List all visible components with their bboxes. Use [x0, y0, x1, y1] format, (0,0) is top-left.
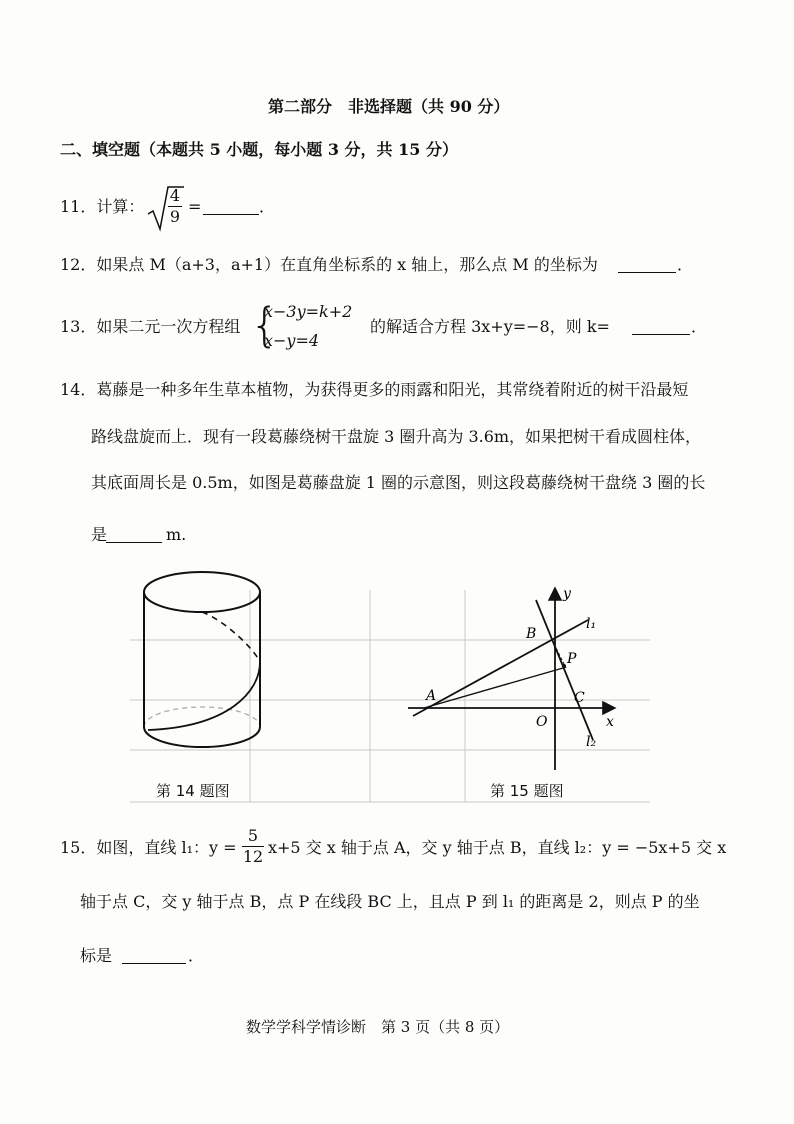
label-O: O: [536, 714, 548, 730]
q11-tail: ．: [259, 197, 276, 216]
vine-front: [148, 662, 260, 730]
q14-unit: m.: [166, 525, 187, 544]
q11-answer-blank[interactable]: [203, 198, 259, 215]
question-15-line-3: 标是: [80, 946, 113, 965]
part-title: 第二部分 非选择题（共 90 分）: [268, 97, 510, 116]
question-12: 12．如果点 M（a+3，a+1）在直角坐标系的 x 轴上，那么点 M 的坐标为: [60, 255, 598, 274]
q14-answer-blank[interactable]: [106, 526, 162, 543]
q11-equals: =: [188, 197, 202, 216]
q13-equation-1: x−3y=k+2: [264, 302, 353, 321]
q13-tail: ．: [691, 317, 708, 336]
label-A: A: [426, 688, 437, 704]
figure-15-diagram: [408, 580, 628, 780]
q12-tail: ．: [677, 255, 694, 274]
q15-frac-num: 5: [242, 826, 264, 847]
question-14-line-3: 其底面周长是 0.5m，如图是葛藤盘旋 1 圈的示意图，则这段葛藤绕树干盘绕 3 圈的长: [91, 473, 706, 492]
figure-14-cylinder: [138, 562, 274, 762]
question-15-line-2: 轴于点 C，交 y 轴于点 B，点 P 在线段 BC 上，且点 P 到 l₁ 的距离是 2，则点 P 的坐: [80, 892, 700, 911]
label-y: y: [563, 586, 571, 602]
label-P: P: [567, 651, 577, 667]
q15-answer-blank[interactable]: [122, 947, 186, 964]
label-l1: l₁: [586, 616, 597, 632]
q12-answer-blank[interactable]: [618, 256, 676, 273]
q11-frac-den: 9: [169, 207, 181, 226]
question-14-line-4: [91, 525, 107, 545]
question-15-lead: 15．如图，直线 l₁：y =: [60, 838, 237, 857]
q13-equation-2: x−y=4: [264, 331, 320, 350]
cylinder-bottom-back: [144, 707, 260, 727]
question-11: [60, 197, 144, 237]
q15-tail: ．: [188, 946, 205, 965]
label-x: x: [606, 714, 614, 730]
q15-frac-den: 12: [242, 847, 264, 866]
figure-14-caption: 第 14 题图: [156, 782, 230, 800]
label-B: B: [526, 626, 537, 642]
label-C: C: [574, 690, 585, 706]
q11-frac-num: 4: [169, 186, 181, 205]
question-13-lead: 13．如果二元一次方程组: [60, 317, 241, 336]
q15-fraction: [242, 826, 264, 867]
q14-lead: 是: [91, 525, 108, 544]
question-13-mid: 的解适合方程 3x+y=−8，则 k=: [370, 317, 610, 336]
point-P: [562, 664, 566, 668]
section-heading: 二、填空题（本题共 5 小题，每小题 3 分，共 15 分）: [60, 140, 458, 159]
question-14-line-2: 路线盘旋而上．现有一段葛藤绕树干盘旋 3 圈升高为 3.6m，如果把树干看成圆柱体，: [91, 427, 702, 446]
q11-lead: 计算：: [96, 197, 145, 216]
question-15-line-1-tail: x+5 交 x 轴于点 A，交 y 轴于点 B，直线 l₂：y = −5x+5 交 x: [268, 838, 727, 857]
figure-15-caption: 第 15 题图: [490, 782, 564, 800]
system-brace: {: [250, 298, 280, 352]
page-footer: 数学学科学情诊断 第 3 页（共 8 页）: [246, 1018, 510, 1036]
vine-back-dashed: [202, 612, 260, 662]
question-14-line-1: 14．葛藤是一种多年生草本植物，为获得更多的雨露和阳光，其常绕着附近的树干沿最短: [60, 380, 689, 399]
line-AP: [424, 668, 563, 708]
label-l2: l₂: [586, 734, 597, 750]
q11-fraction: [168, 186, 182, 227]
q13-answer-blank[interactable]: [632, 318, 690, 335]
q11-number: 11．: [60, 197, 97, 216]
cylinder-top-ellipse: [144, 572, 260, 612]
